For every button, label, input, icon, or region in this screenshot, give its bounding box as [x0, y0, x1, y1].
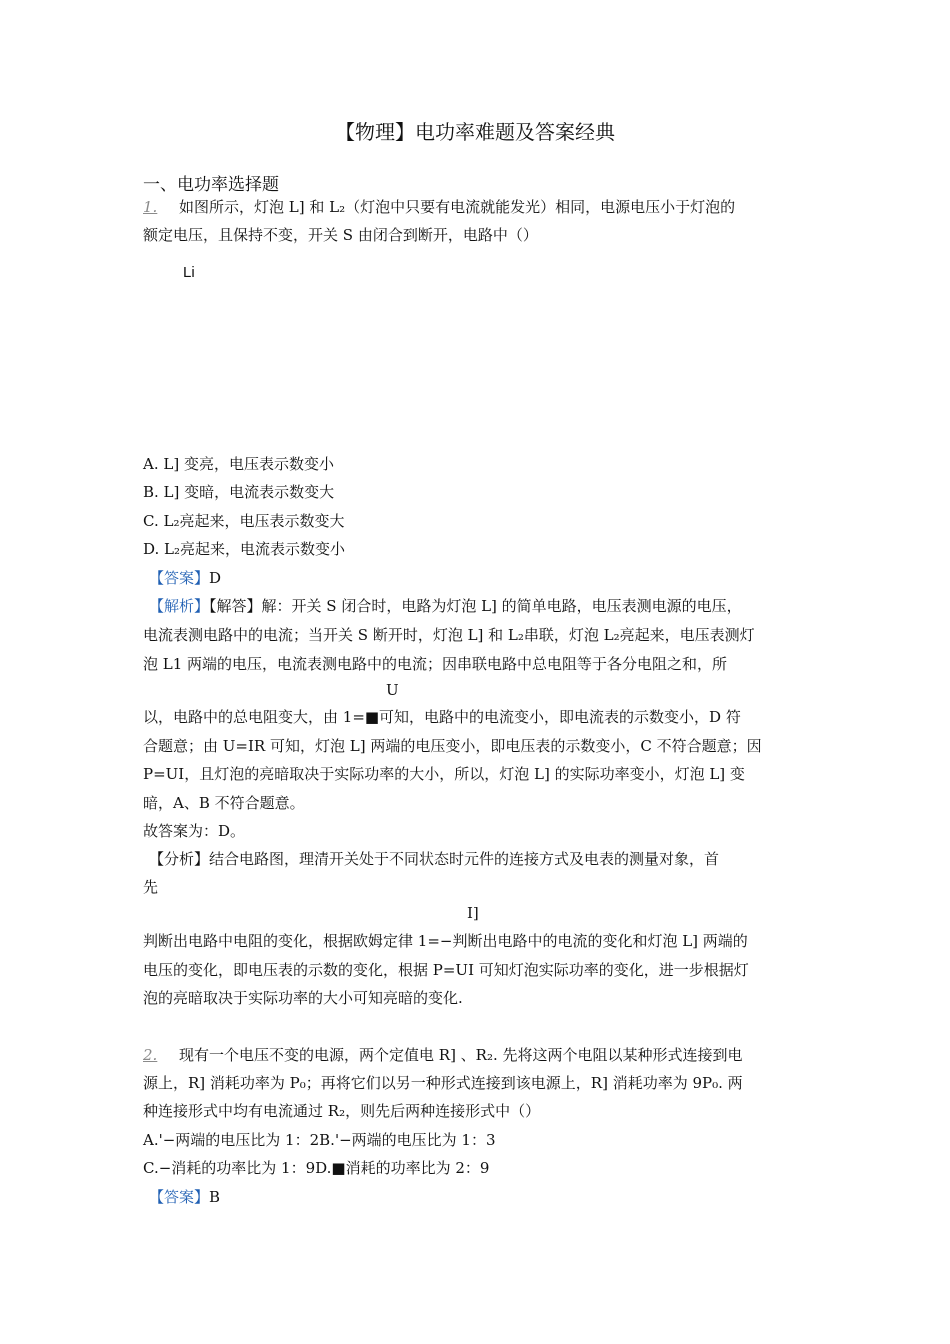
- analysis-line-5: 合题意；由 U=IR 可知，灯泡 L] 两端的电压变小，即电压表的示数变小，C 不符合题意；因: [143, 737, 762, 755]
- figure-label: Li: [183, 264, 195, 281]
- analysis-line-2: 电流表测电路中的电流；当开关 S 断开时，灯泡 L] 和 L₂串联，灯泡 L₂亮起来，电压表测灯: [143, 626, 755, 644]
- analysis-line-6: P=UI，且灯泡的亮暗取决于实际功率的大小，所以，灯泡 L] 的实际功率变小，灯泡 L] 变: [143, 765, 745, 783]
- question-2-answer-value: B: [209, 1188, 221, 1206]
- question-2-line-1: [143, 1044, 743, 1065]
- option-a: A. L] 变亮，电压表示数变小: [143, 455, 334, 473]
- question-2-answer-tag: 【答案】: [149, 1188, 210, 1206]
- fraction-numerator-2: I]: [467, 904, 479, 922]
- analysis-line-1: [149, 595, 742, 616]
- question-1-line-1: [143, 196, 735, 217]
- fenxi-line-5: 泡的亮暗取决于实际功率的大小可知亮暗的变化.: [143, 989, 463, 1007]
- analysis-tag: 【解析】: [149, 597, 210, 615]
- question-2-options-ab: A.'−两端的电压比为 1：2B.'−两端的电压比为 1：3: [143, 1131, 496, 1149]
- conclusion-line: 故答案为：D。: [143, 822, 246, 840]
- analysis-line-4: 以，电路中的总电阻变大，由 1=■可知，电路中的电流变小，即电流表的示数变小，D 符: [143, 708, 741, 726]
- question-2-line-3: 种连接形式中均有电流通过 R₂，则先后两种连接形式中（）: [143, 1102, 541, 1120]
- option-c: C. L₂亮起来，电压表示数变大: [143, 512, 345, 530]
- option-b: B. L] 变暗，电流表示数变大: [143, 483, 335, 501]
- fenxi-line-1: 【分析】结合电路图，理清开关处于不同状态时元件的连接方式及电表的测量对象，首: [149, 850, 720, 868]
- fraction-numerator-1: U: [386, 681, 399, 699]
- fenxi-line-3: 判断出电路中电阻的变化，根据欧姆定律 1=−判断出电路中的电流的变化和灯泡 L] 两端的: [143, 932, 748, 950]
- question-2-answer: [149, 1186, 220, 1207]
- answer-line-1: [149, 567, 221, 588]
- question-1-line-2: 额定电压，且保持不变，开关 S 由闭合到断开，电路中（）: [143, 226, 538, 244]
- answer-value: D: [209, 569, 222, 587]
- question-2-text-1: 现有一个电压不变的电源，两个定值电 R] 、R₂. 先将这两个电阻以某种形式连接到电: [179, 1046, 743, 1064]
- page-title: 【物理】电功率难题及答案经典: [335, 120, 615, 144]
- option-d: D. L₂亮起来，电流表示数变小: [143, 540, 346, 558]
- fenxi-line-2: 先: [143, 878, 159, 896]
- question-2-number: 2.: [143, 1046, 158, 1064]
- analysis-text-1: 【解答】解：开关 S 闭合时，电路为灯泡 L] 的简单电路，电压表测电源的电压，: [209, 597, 742, 615]
- question-2-options-cd: C.−消耗的功率比为 1：9D.■消耗的功率比为 2：9: [143, 1159, 490, 1177]
- question-1-text-1: 如图所示，灯泡 L] 和 L₂（灯泡中只要有电流就能发光）相同，电源电压小于灯泡的: [179, 198, 736, 216]
- section-heading: 一、电功率选择题: [143, 175, 279, 195]
- analysis-line-3: 泡 L1 两端的电压，电流表测电路中的电流；因串联电路中总电阻等于各分电阻之和，所: [143, 655, 728, 673]
- analysis-line-7: 暗，A、B 不符合题意。: [143, 794, 305, 812]
- answer-tag: 【答案】: [149, 569, 210, 587]
- question-1-number: 1.: [143, 198, 158, 216]
- fenxi-line-4: 电压的变化，即电压表的示数的变化，根据 P=UI 可知灯泡实际功率的变化，进一步根据灯: [143, 961, 749, 979]
- question-2-line-2: 源上，R] 消耗功率为 P₀；再将它们以另一种形式连接到该电源上，R] 消耗功率为 9P₀. 两: [143, 1074, 743, 1092]
